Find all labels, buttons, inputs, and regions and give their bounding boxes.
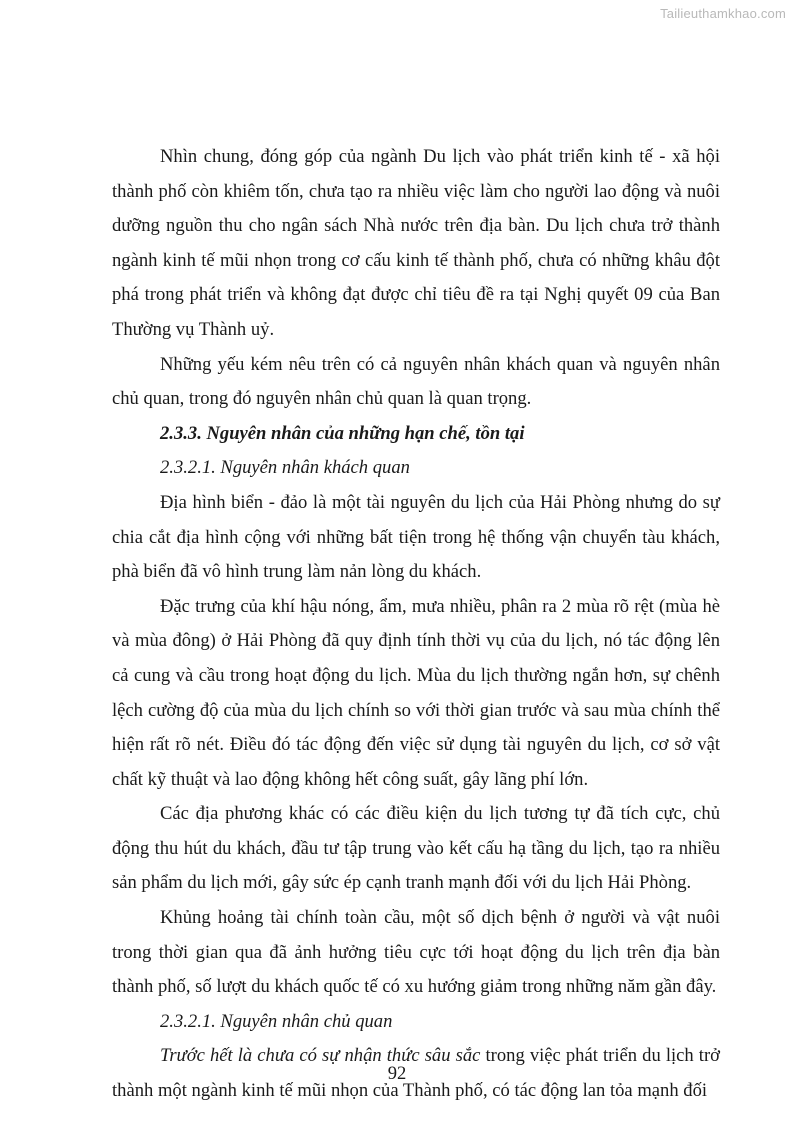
page-number: 92 xyxy=(387,1063,407,1084)
paragraph-crisis: Khủng hoảng tài chính toàn cầu, một số dịch bệnh ở người và vật nuôi trong thời gian qua đã ảnh hưởng tiêu cực tới hoạt động du lịch trên địa bàn thành phố, số lượt du khách quốc tế có xu hướng giảm trong những năm gần đây. xyxy=(112,907,720,998)
subsection-heading-objective: 2.3.2.1. Nguyên nhân khách quan xyxy=(160,457,410,479)
paragraph-awareness-rest: trong việc phát triển du lịch trở thành một ngành kinh tế mũi nhọn của Thành phố, có tác động lan tỏa mạnh đối xyxy=(112,1045,720,1102)
subsection-heading-subjective: 2.3.2.1. Nguyên nhân chủ quan xyxy=(160,1010,393,1032)
paragraph-competition: Các địa phương khác có các điều kiện du lịch tương tự đã tích cực, chủ động thu hút du khách, đầu tư tập trung vào kết cấu hạ tầng du lịch, tạo ra nhiều sản phẩm du lịch mới, gây sức ép cạnh tranh mạnh đối với du lịch Hải Phòng. xyxy=(112,803,720,894)
document-body xyxy=(112,140,720,1109)
watermark: Tailieuthamkhao.com xyxy=(660,6,786,21)
section-heading-2-3-3: 2.3.3. Nguyên nhân của những hạn chế, tồn tại xyxy=(160,422,525,444)
paragraph-causes-intro: Những yếu kém nêu trên có cả nguyên nhân khách quan và nguyên nhân chủ quan, trong đó nguyên nhân chủ quan là quan trọng. xyxy=(112,353,720,410)
paragraph-summary: Nhìn chung, đóng góp của ngành Du lịch vào phát triển kinh tế - xã hội thành phố còn khiêm tốn, chưa tạo ra nhiều việc làm cho người lao động và nuôi dưỡng nguồn thu cho ngân sách Nhà nước trên địa bàn. Du lịch chưa trở thành ngành kinh tế mũi nhọn trong cơ cấu kinh tế thành phố, chưa có những khâu đột phá trong phát triển và không đạt được chỉ tiêu đề ra tại Nghị quyết 09 của Ban Thường vụ Thành uỷ. xyxy=(112,146,720,340)
paragraph-climate: Đặc trưng của khí hậu nóng, ẩm, mưa nhiều, phân ra 2 mùa rõ rệt (mùa hè và mùa đông) ở Hải Phòng đã quy định tính thời vụ của du lịch, nó tác động lên cả cung và cầu trong hoạt động du lịch. Mùa du lịch thường ngắn hơn, sự chênh lệch cường độ của mùa du lịch chính so với thời gian trước và sau mùa chính thể hiện rất rõ nét. Điều đó tác động đến việc sử dụng tài nguyên du lịch, cơ sở vật chất kỹ thuật và lao động không hết công suất, gây lãng phí lớn. xyxy=(112,595,720,790)
paragraph-terrain: Địa hình biển - đảo là một tài nguyên du lịch của Hải Phòng nhưng do sự chia cắt địa hình cộng với những bất tiện trong hệ thống vận chuyển tàu khách, phà biển đã vô hình trung làm nản lòng du khách. xyxy=(112,491,720,583)
emphasis-awareness: Trước hết là chưa có sự nhận thức sâu sắc xyxy=(160,1045,481,1067)
